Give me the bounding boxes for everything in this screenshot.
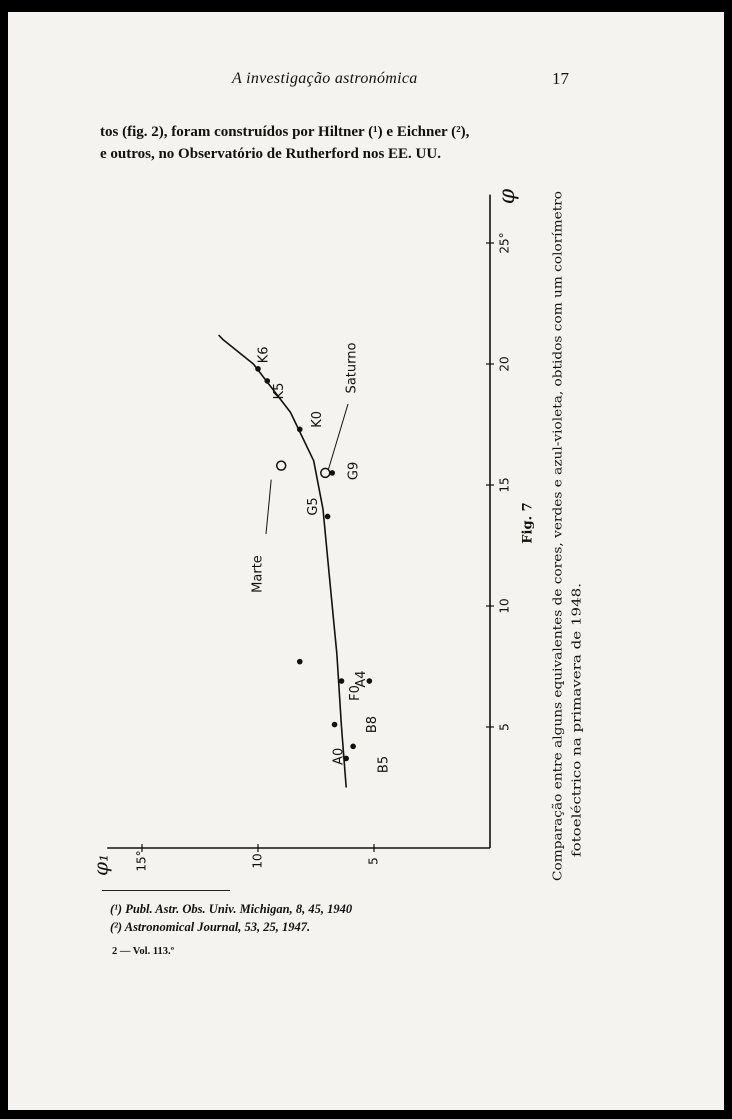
x-tick-label-5: 5	[497, 723, 512, 731]
y-tick-label-10: 10	[250, 853, 265, 869]
point-label-b5: B5	[376, 755, 392, 774]
figure-label: Fig. 7	[520, 502, 536, 544]
point-label-a4: A4	[354, 670, 370, 688]
data-point-k5	[264, 378, 270, 384]
data-point-unlabeled	[297, 659, 303, 665]
x-tick-label-10: 10	[497, 598, 512, 614]
x-tick-label-20: 20	[497, 356, 512, 372]
text-labels-group	[89, 188, 584, 881]
footnote-1: (¹) Publ. Astr. Obs. Univ. Michigan, 8, 45, 1940	[110, 902, 353, 916]
signature-mark: 2 — Vol. 113.º	[112, 946, 175, 957]
data-point-k0	[297, 427, 303, 433]
point-label-b8: B8	[365, 715, 381, 734]
data-point-g5	[325, 514, 331, 520]
data-point-b8	[332, 722, 338, 728]
point-label-a0: A0	[331, 747, 347, 765]
fitted-curve-group	[219, 335, 347, 788]
footnote-rule	[102, 890, 230, 891]
running-title: A investigação astronómica	[232, 70, 418, 87]
x-tick-label-15: 15	[497, 477, 512, 493]
footnote-2: (²) Astronomical Journal, 53, 25, 1947.	[110, 920, 311, 934]
fitted-curve	[219, 335, 347, 788]
point-label-k6: K6	[256, 346, 272, 364]
label-saturno: Saturno	[344, 342, 360, 394]
body-line-2: e outros, no Observatório de Rutherford nos EE. UU.	[100, 146, 441, 162]
marte-leader-line	[266, 480, 271, 534]
saturno-leader-line	[328, 404, 348, 470]
chart-axes	[107, 195, 494, 852]
point-label-k5: K5	[271, 382, 287, 400]
y-tick-label-5: 5	[366, 857, 381, 865]
page-number: 17	[552, 69, 569, 88]
point-label-g9: G9	[346, 461, 362, 481]
point-label-g5: G5	[306, 497, 322, 516]
data-point-k6	[255, 366, 261, 372]
data-point-a0	[350, 744, 356, 750]
y-tick-label-15: 15°	[134, 850, 149, 872]
y-axis-label: φ₁	[88, 853, 113, 877]
x-tick-label-25: 25°	[497, 232, 512, 254]
label-marte: Marte	[250, 555, 266, 593]
point-label-f0: F0	[347, 685, 363, 701]
body-line-1: tos (fig. 2), foram construídos por Hiltner (¹) e Eichner (²),	[100, 124, 470, 140]
caption-line-1: Comparação entre alguns equivalentes de cores, verdes e azul-violeta, obtidos com um colorímetro	[550, 266, 565, 881]
point-label-k0: K0	[310, 410, 326, 428]
open-point-marte	[277, 461, 286, 470]
caption-line-2: fotoeléctrico na primavera de 1948.	[569, 634, 584, 857]
x-axis-label: φ	[495, 188, 520, 205]
data-point-a4	[339, 678, 345, 684]
